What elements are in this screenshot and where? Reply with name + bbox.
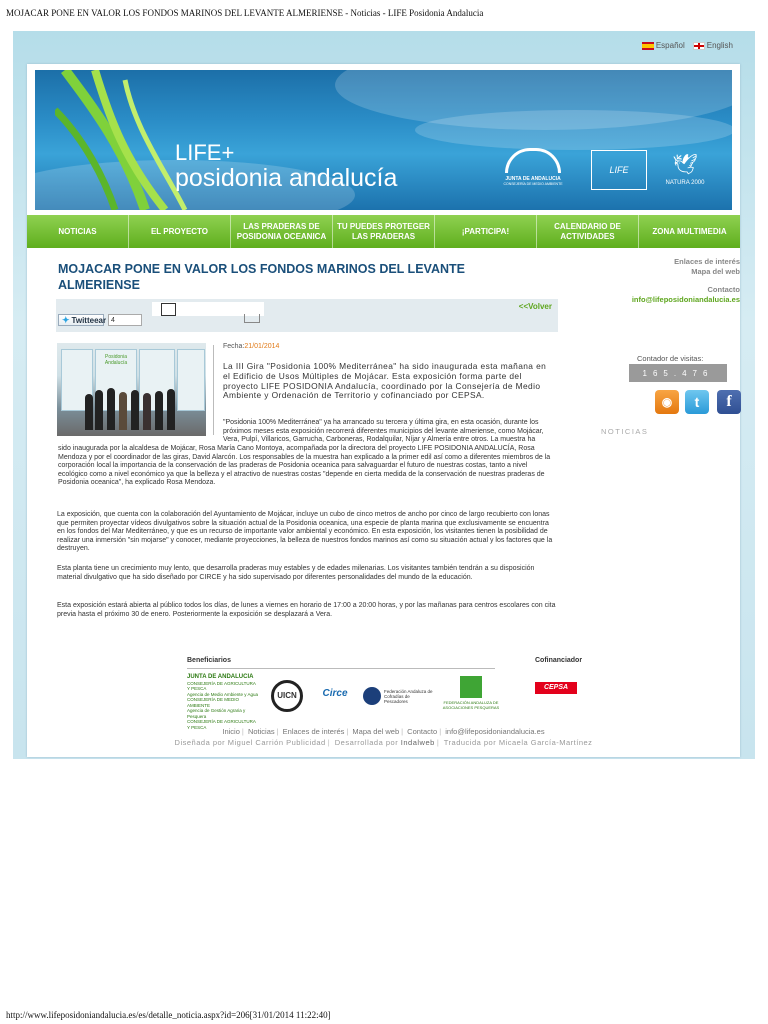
nav-noticias[interactable]: NOTICIAS (27, 215, 129, 248)
bird-icon: 🕊 (672, 154, 698, 176)
twitter-button-label: Twitteear (71, 315, 107, 325)
footer-links: Inicio | Noticias | Enlaces de interés | Mapa del web | Contacto | info@lifeposidoniandalucia.es (222, 727, 545, 736)
banner-title-line1: LIFE+ (175, 140, 235, 165)
nav-proteger[interactable]: TU PUEDES PROTEGER LAS PRADERAS (333, 215, 435, 248)
beneficiary-logos (187, 674, 517, 730)
cepsa-logo: CEPSA (535, 682, 577, 694)
life-logo (591, 150, 647, 190)
print-header: MOJACAR PONE EN VALOR LOS FONDOS MARINOS DEL LEVANTE ALMERIENSE - Noticias - LIFE Posidonia Andalucia (6, 8, 484, 18)
federacion-label: Federación Andaluza de Cofradías de Pescadores (384, 688, 433, 704)
date-value: 21/01/2014 (244, 343, 280, 350)
sidebar-links (590, 257, 740, 305)
article-paragraph-2: La exposición, que cuenta con la colaboración del Ayuntamiento de Mojácar, incluye un cubo de cinco metros de ancho por cinco de largo recubierto con lonas que permiten proyectar vídeos divulgativos sobre la situación actual de la Posidonia oceanica, una especie de planta marina que exclusivamente se encuentra en los fondos del Mar Mediterráneo, y que es un recurso de importante valor ambiental y económico. En esta exposición, los visitantes tienen la posibilidad de realizar una inmersión "sin mojarse" y conocer, mediante proyecciones, la belleza de nuestros fondos marinos así como su situación actual y los factores que la destruyen. (57, 511, 553, 553)
banner-title-line2: posidonia andalucía (175, 164, 398, 192)
lang-es-label: Español (655, 41, 685, 50)
article-paragraph-3: Esta planta tiene un crecimiento muy lento, que desarrolla praderas muy estables y de edades milenarias. Los visitantes también tendrán a su disposición material divulgativo que ha sido diseñado por CIRCE y ha sido supervisado por diferentes personalidades del mundo de la educación. (57, 565, 535, 581)
article-photo (57, 343, 206, 436)
nav-multimedia[interactable]: ZONA MULTIMEDIA (652, 226, 727, 236)
back-link[interactable]: <<Volver (518, 302, 552, 311)
twitter-share-button[interactable] (58, 314, 107, 326)
footer-link-inicio[interactable]: Inicio (222, 727, 240, 736)
lang-es[interactable] (642, 41, 685, 50)
life-logo-label: LIFE (609, 165, 629, 175)
main-nav (27, 215, 740, 248)
junta-line-5: CONSEJERÍA DE AGRICULTURA Y PESCA (187, 719, 256, 730)
natura-logo-label: NATURA 2000 (665, 180, 705, 186)
article-title: MOJACAR PONE EN VALOR LOS FONDOS MARINOS DEL LEVANTE ALMERIENSE (58, 262, 465, 292)
credit-dev-link[interactable]: Indalweb (400, 738, 435, 747)
footer-link-mapa[interactable]: Mapa del web (352, 727, 400, 736)
circe-logo: Circe (322, 688, 348, 699)
share-widget[interactable] (152, 302, 264, 316)
visit-counter-label: Contador de visitas: (637, 354, 704, 363)
junta-logo-label: JUNTA DE ANDALUCIA (505, 176, 561, 182)
credit-dev-prefix: Desarrollada por (334, 738, 399, 747)
junta-line-4: Agencia de Gestión Agraria y Pesquera (187, 708, 246, 719)
footer-link-enlaces[interactable]: Enlaces de interés (282, 727, 345, 736)
twitter-count: 4 (108, 314, 142, 326)
federacion-cofradias-logo (363, 684, 433, 708)
cofinancer-label: Cofinanciador (535, 657, 583, 664)
twitter-bird-icon: ✦ (62, 314, 70, 325)
junta-partner-title: JUNTA DE ANDALUCIA (187, 674, 254, 680)
federacion-asociaciones-logo (441, 676, 501, 716)
article-paragraph-1a: "Posidonia 100% Mediterránea" ya ha arrancado su tercera y última gira, en esta ocasión, durante los próximos meses esta exposición recorrerá diferentes municipios del levante almeriense, como Mojácar, Vera, Pulpí, Villaricos, Garrucha, Carboneras, Rodalquilar, Níjar y Almería entre otros. La muestra ha (223, 419, 544, 444)
junta-line-3: CONSEJERÍA DE MEDIO AMBIENTE (187, 697, 240, 708)
article-paragraph-4: Esta exposición estará abierta al público todos los días, de lunes a viernes en horario de 17:00 a 20:00 horas, y por las mañanas para centros escolares con cita previa hasta el próximo 30 de enero. Posteriormente la exposición se desplazará a Vera. (57, 602, 556, 618)
junta-line-2: Agencia de Medio Ambiente y Agua (187, 691, 259, 697)
share-bar (56, 299, 558, 332)
spain-flag-icon (642, 42, 654, 50)
credit-translation: Traducida por Micaela García-Martínez (443, 738, 593, 747)
print-footer: http://www.lifeposidoniandalucia.es/es/detalle_noticia.aspx?id=206[31/01/2014 11:22:40] (6, 1010, 331, 1020)
nav-el-proyecto[interactable]: EL PROYECTO (129, 215, 231, 248)
content-page (27, 64, 740, 757)
link-mapa[interactable]: Mapa del web (691, 267, 740, 276)
uicn-logo: UICN (271, 680, 303, 712)
contact-email-link[interactable]: info@lifeposidoniandalucia.es (631, 295, 740, 304)
beneficiaries-divider (187, 668, 495, 669)
lang-en-label: English (706, 41, 733, 50)
article-date (223, 343, 279, 350)
natura-2000-logo (655, 150, 715, 192)
junta-logo-sub: CONSEJERÍA DE MEDIO AMBIENTE (503, 182, 563, 186)
uk-flag-icon (693, 42, 705, 50)
beneficiaries-label: Beneficiarios (187, 657, 231, 664)
article-paragraph-1b: sido inaugurada por la alcaldesa de Mojácar, Rosa María Cano Montoya, acompañada por la directora del proyecto LIFE POSIDONIA ANDALUCÍA, Rosa Mendoza y por el coordinador de las giras, David Alarcón. Los responsables de la muestra han explicado a la primer edil así como a diferentes miembros de la corporación local la importancia de la conservación de las praderas de Posidonia oceanica para salvaguardar el futuro de nuestras costas, tanto a nivel ecológico como a nivel económico ya que la belleza y el atractivo de nuestras costas "depende en cierta medida de la conservación de nuestras praderas de Posidonia oceanica", ha explicado Rosa Mendoza. (58, 445, 551, 487)
junta-andalucia-logo (503, 148, 563, 192)
federacion-emblem-icon (363, 687, 381, 705)
junta-partner-logo (187, 674, 259, 730)
footer-link-email[interactable]: info@lifeposidoniandalucia.es (445, 727, 545, 736)
footer-credits: Diseñada por Miguel Carrión Publicidad | Desarrollada por Indalweb | Traducida por Micaela García-Martínez (174, 738, 593, 747)
footer-link-noticias[interactable]: Noticias (247, 727, 275, 736)
nav-participa[interactable]: ¡PARTICIPA! (435, 215, 537, 248)
link-enlaces[interactable]: Enlaces de interés (674, 257, 740, 266)
twitter-icon[interactable]: t (685, 390, 709, 414)
header-banner (35, 70, 732, 210)
share-box-icon (161, 303, 176, 316)
nav-calendario[interactable]: CALENDARIO DE ACTIVIDADES (537, 215, 639, 248)
footer-link-contacto[interactable]: Contacto (407, 727, 438, 736)
language-switcher (642, 41, 733, 50)
visit-counter: 165.476 (629, 364, 727, 382)
credit-design[interactable]: Diseñada por Miguel Carrión Publicidad (174, 738, 326, 747)
share-count-icon (244, 314, 260, 323)
rss-icon[interactable]: ◉ (655, 390, 679, 414)
date-label: Fecha: (223, 343, 245, 350)
page-background (13, 31, 755, 759)
nav-praderas[interactable]: LAS PRADERAS DE POSIDONIA OCEANICA (231, 215, 333, 248)
junta-line-1: CONSEJERÍA DE AGRICULTURA Y PESCA (187, 680, 256, 691)
junta-arch-icon (505, 148, 561, 173)
sidebar-news-heading: NOTICIAS (601, 427, 649, 436)
seagrass-icon (55, 70, 195, 210)
federacion2-label: FEDERACIÓN ANDALUZA DE ASOCIACIONES PESQUERAS (442, 700, 500, 710)
divider (213, 345, 214, 435)
lang-en[interactable] (693, 41, 733, 50)
contact-label: Contacto (707, 285, 740, 294)
photo-caption: Posidonia Andalucía (104, 354, 128, 366)
article-lead: La III Gira "Posidonia 100% Mediterránea" ha sido inaugurada esta mañana en el Edificio de Usos Múltiples de Mojácar. Esta exposición forma parte del proyecto LIFE POSIDONIA Andalucía, coordinado por la Consejería de Medio Ambiente y Ordenación de Territorio y cofinanciado por CEPSA. (223, 361, 547, 401)
facebook-icon[interactable]: f (717, 390, 741, 414)
federacion2-emblem-icon (460, 676, 482, 698)
